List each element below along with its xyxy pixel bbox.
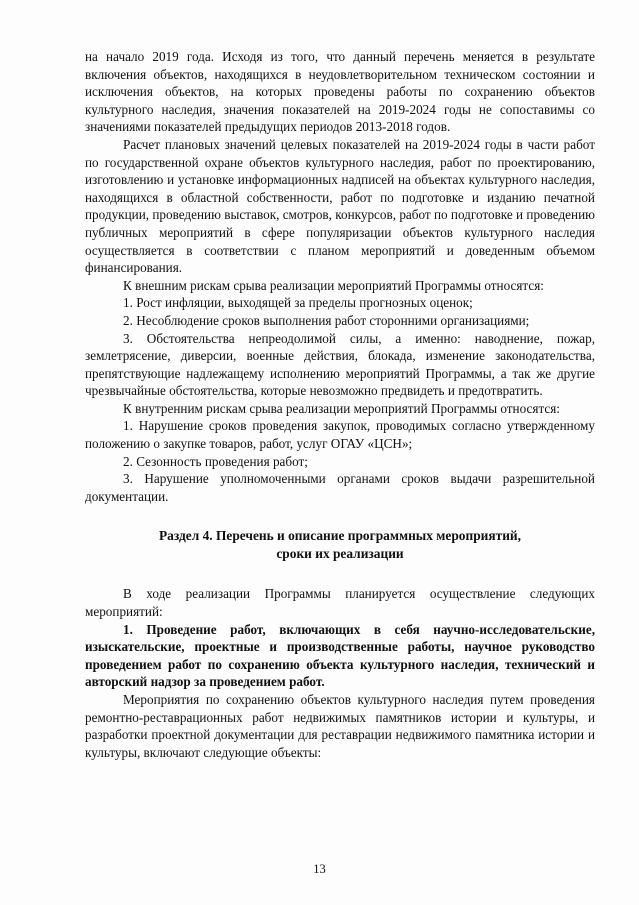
page-number: 13 [313, 862, 326, 876]
list-item-external-risk-3: 3. Обстоятельства непреодолимой силы, а именно: наводнение, пожар, землетрясение, диверсии, военные действия, блокада, изменение законодательства, препятствующие надлежащему исполнению мероприятий Программы, а так же другие чрезвычайные обстоятельства, которые невозможно предвидеть и предотвратить. [85, 330, 595, 399]
paragraph-target-values: Расчет плановых значений целевых показателей на 2019-2024 годы в части работ по государственной охране объектов культурного наследия, работ по проектированию, изготовлению и установке информационных надписей на объектах культурного наследия, находящихся в областной собственности, работ по подготовке и изданию печатной продукции, проведению выставок, смотров, конкурсов, работ по подготовке и проведению публичных мероприятий в сфере популяризации объектов культурного наследия осуществляется в соответствии с планом мероприятий и доведенным объемом финансирования. [85, 136, 595, 276]
page-content [85, 48, 595, 761]
section-title [85, 527, 595, 563]
list-item-internal-risk-2: 2. Сезонность проведения работ; [123, 453, 308, 469]
list-item-internal-risk-3: 3. Нарушение уполномоченными органами сроков выдачи разрешительной документации. [85, 471, 595, 504]
paragraph-internal-risks-intro: К внутренним рискам срыва реализации мероприятий Программы относятся: [123, 400, 560, 416]
paragraph-activity-1-bold: 1. Проведение работ, включающих в себя научно-исследовательские, изыскательские, проектные и производственные работы, научное руководство проведением работ по сохранению объекта культурного наследия, технический и авторский надзор за проведением работ. [85, 621, 595, 690]
paragraph-activities-intro: В ходе реализации Программы планируется осуществление следующих мероприятий: [85, 586, 595, 620]
section-title-line-1: Раздел 4. Перечень и описание программных мероприятий, [159, 528, 521, 544]
list-item-external-risk-2: 2. Несоблюдение сроков выполнения работ сторонними организациями; [123, 312, 530, 328]
paragraph-external-risks-intro: К внешним рискам срыва реализации мероприятий Программы относятся: [123, 277, 544, 293]
paragraph-continuation: на начало 2019 года. Исходя из того, что данный перечень меняется в результате включения объектов, находящихся в неудовлетворительном техническом состоянии и исключения объектов, на которых проведены работы по сохранению объектов культурного наследия, значения показателей на 2019-2024 годы не сопоставимы со значениями показателей предыдущих периодов 2013-2018 годов. [85, 49, 595, 135]
section-title-line-2: сроки их реализации [276, 546, 404, 562]
list-item-internal-risk-1: 1. Нарушение сроков проведения закупок, проводимых согласно утвержденному положению о закупке товаров, работ, услуг ОГАУ «ЦСН»; [85, 418, 595, 452]
paragraph-activity-objects: Мероприятия по сохранению объектов культурного наследия путем проведения ремонтно-реставрационных работ недвижимых памятников истории и культуры, и разработки проектной документации для реставрации недвижимого памятника истории и культуры, включают следующие объекты: [85, 692, 595, 760]
list-item-external-risk-1: 1. Рост инфляции, выходящей за пределы прогнозных оценок; [123, 295, 473, 311]
